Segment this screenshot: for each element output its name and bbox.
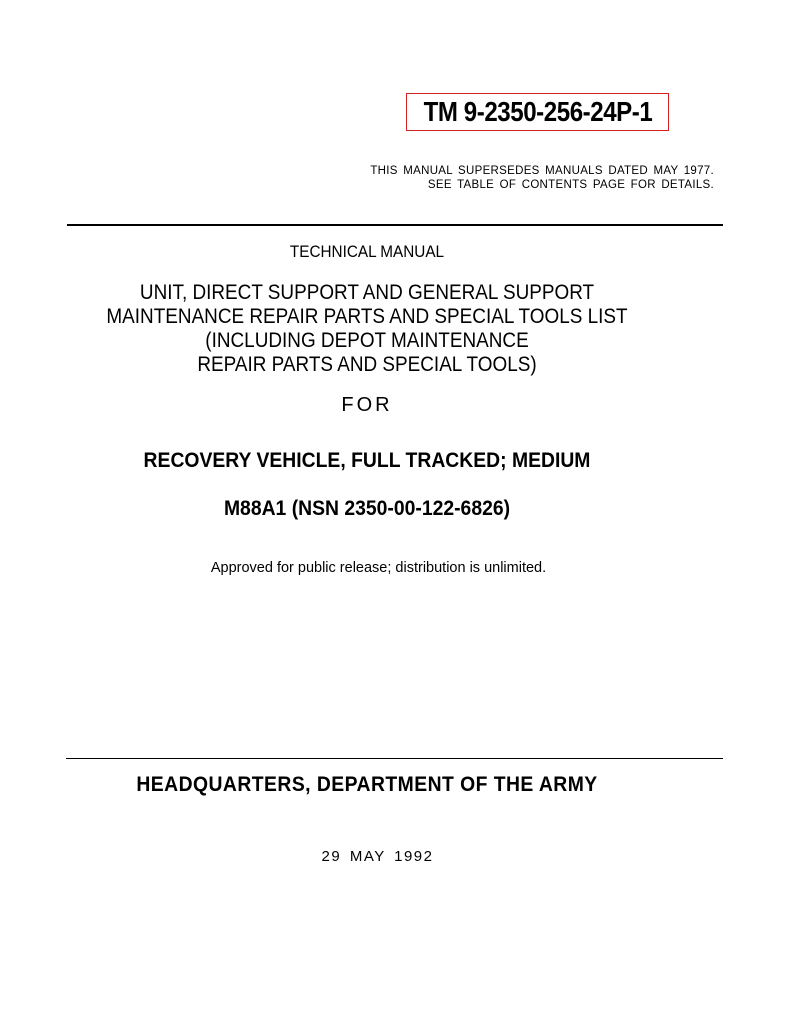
issuer-heading: HEADQUARTERS, DEPARTMENT OF THE ARMY [136, 772, 598, 796]
top-divider [67, 224, 723, 226]
vehicle-model: M88A1 (NSN 2350-00-122-6826) [223, 496, 511, 520]
publication-date: 29 MAY 1992 [321, 848, 434, 865]
supersede-line-2: SEE TABLE OF CONTENTS PAGE FOR DETAILS. [427, 179, 714, 191]
title-line-2: MAINTENANCE REPAIR PARTS AND SPECIAL TOOLS LIST [106, 304, 628, 328]
supersede-line-1: THIS MANUAL SUPERSEDES MANUALS DATED MAY 1977. [370, 165, 714, 177]
bottom-divider [66, 758, 723, 759]
supersede-notice [370, 164, 714, 192]
manual-type: TECHNICAL MANUAL [289, 242, 445, 261]
title-line-4: REPAIR PARTS AND SPECIAL TOOLS) [197, 352, 537, 376]
for-label: FOR [341, 394, 393, 416]
distribution-statement: Approved for public release; distribution is unlimited. [210, 560, 547, 576]
vehicle-name: RECOVERY VEHICLE, FULL TRACKED; MEDIUM [143, 448, 591, 472]
title-line-3: (INCLUDING DEPOT MAINTENANCE [205, 328, 529, 352]
title-line-1: UNIT, DIRECT SUPPORT AND GENERAL SUPPORT [139, 280, 595, 304]
tm-number-box [406, 93, 669, 131]
tm-number: TM 9-2350-256-24P-1 [423, 96, 652, 127]
